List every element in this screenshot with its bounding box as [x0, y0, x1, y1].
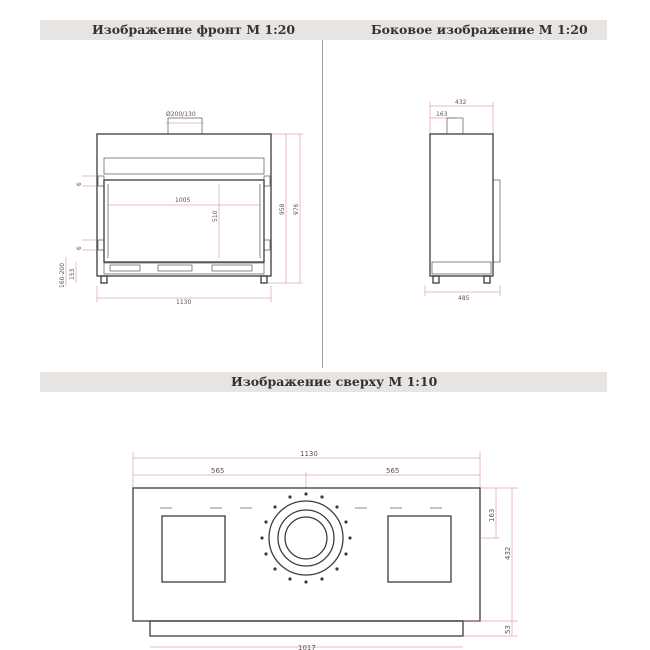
side-view — [425, 99, 500, 302]
top-bottom-offset-label: 53 — [504, 625, 512, 634]
front-flue-collar — [168, 118, 202, 134]
front-control-box-2 — [158, 265, 192, 271]
top-flue-offset-label: 163 — [488, 508, 496, 522]
front-top-panel — [104, 158, 264, 174]
front-height-total-label: 976 — [293, 203, 300, 215]
side-body-outline — [430, 134, 493, 276]
front-left-bracket-bottom — [98, 240, 104, 250]
side-flue-label: 163 — [436, 111, 448, 118]
front-control-box-1 — [110, 265, 140, 271]
front-foot-left — [101, 276, 107, 283]
front-gap-bottom-label: 6 — [76, 246, 83, 250]
top-flue-inner-ring — [285, 517, 327, 559]
top-half-right-label: 565 — [386, 467, 400, 475]
side-glass-profile — [493, 180, 500, 262]
top-flue-bolt-holes — [260, 492, 351, 583]
front-glass-width-label: 1005 — [175, 197, 191, 204]
front-control-strip — [104, 263, 264, 274]
top-view-title: Изображение сверху М 1:10 — [231, 374, 438, 389]
side-foot-left — [433, 276, 439, 283]
front-view-title: Изображение фронт М 1:20 — [92, 22, 296, 37]
top-half-left-label: 565 — [211, 467, 225, 475]
top-depth-label: 432 — [504, 546, 512, 560]
top-view — [133, 450, 518, 650]
front-foot-label: 153 — [69, 268, 76, 280]
front-width-label: 1130 — [176, 299, 192, 306]
front-right-bracket-top — [264, 176, 270, 186]
front-glass-height-label: 510 — [212, 210, 219, 222]
top-base-plate — [150, 621, 463, 636]
side-view-title: Боковое изображение М 1:20 — [371, 22, 588, 37]
front-foot-range-label: 160-200 — [59, 262, 66, 288]
front-control-box-3 — [212, 265, 252, 271]
top-base-label: 1017 — [298, 644, 316, 650]
side-flue-collar — [447, 118, 463, 134]
front-glass-frame — [104, 180, 264, 262]
top-width-label: 1130 — [300, 450, 318, 458]
top-flue-mid-ring — [278, 510, 334, 566]
front-left-bracket-top — [98, 176, 104, 186]
front-view — [59, 111, 303, 306]
top-right-vent — [388, 516, 451, 582]
top-flue-outer-ring — [269, 501, 343, 575]
top-left-vent — [162, 516, 225, 582]
front-foot-right — [261, 276, 267, 283]
side-control-strip — [432, 262, 491, 274]
side-depth-label: 432 — [455, 99, 467, 106]
side-base-label: 485 — [458, 295, 470, 302]
front-flue-label: Ø200/130 — [166, 111, 196, 118]
top-body-outline — [133, 488, 480, 621]
front-right-bracket-bottom — [264, 240, 270, 250]
front-gap-top-label: 6 — [76, 182, 83, 186]
front-height-inner-label: 958 — [279, 203, 286, 215]
side-foot-right — [484, 276, 490, 283]
